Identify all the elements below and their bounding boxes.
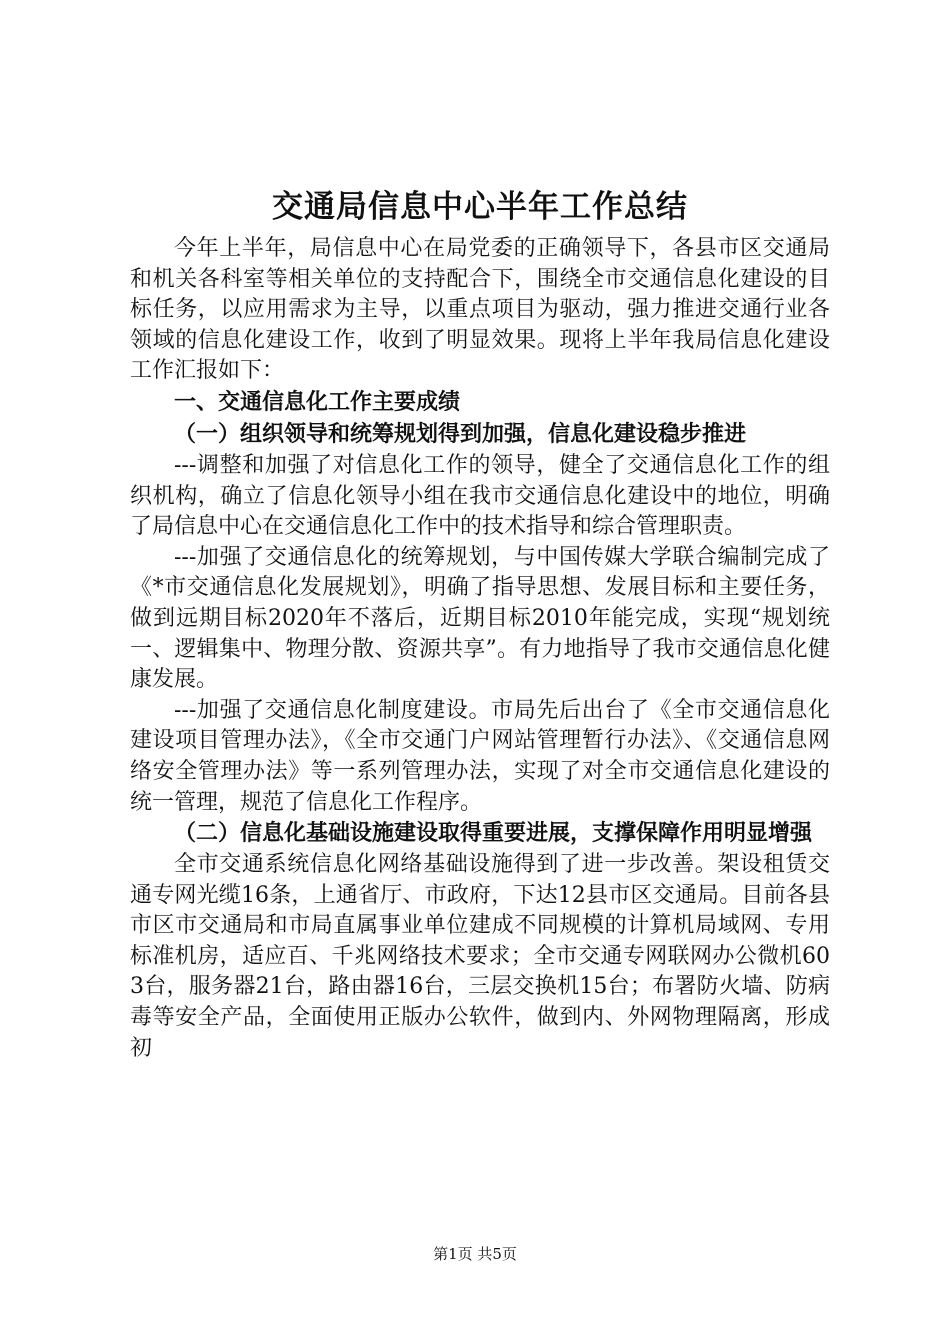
- body-paragraph: ---调整和加强了对信息化工作的领导，健全了交通信息化工作的组织机构，确立了信息化领导小组在我市交通信息化建设中的地位，明确了局信息中心在交通信息化工作中的技术指导和综合管理职责。: [130, 452, 830, 540]
- body-paragraph: ---加强了交通信息化制度建设。市局先后出台了《全市交通信息化建设项目管理办法》，《全市交通门户网站管理暂行办法》、《交通信息网络安全管理办法》等一系列管理办法，实现了对全市交通信息化建设的统一管理，规范了信息化工作程序。: [130, 697, 830, 815]
- intro-paragraph: 今年上半年，局信息中心在局党委的正确领导下，各县市区交通局和机关各科室等相关单位的支持配合下，围绕全市交通信息化建设的目标任务，以应用需求为主导，以重点项目为驱动，强力推进交通行业各领域的信息化建设工作，收到了明显效果。现将上半年我局信息化建设工作汇报如下：: [130, 236, 830, 384]
- document-title: 交通局信息中心半年工作总结: [272, 189, 688, 225]
- subsection-heading-1: （一）组织领导和统筹规划得到加强，信息化建设稳步推进: [174, 421, 747, 447]
- document-body: [130, 234, 830, 1064]
- page-footer: 第1页 共5页: [433, 1245, 517, 1263]
- subsection-heading-2: （二）信息化基础设施建设取得重要进展，支撑保障作用明显增强: [174, 821, 813, 847]
- body-paragraph: 全市交通系统信息化网络基础设施得到了进一步改善。架设租赁交通专网光缆16条，上通省厅、市政府，下达12县市区交通局。目前各县市区市交通局和市局直属事业单位建成不同规模的计算机局域网、专用标准机房，适应百、千兆网络技术要求；全市交通专网联网办公微机603台，服务器21台，路由器16台，三层交换机15台；布署防火墙、防病毒等安全产品，全面使用正版办公软件，做到内、外网物理隔离，形成初: [130, 852, 830, 1061]
- section-heading-1: 一、交通信息化工作主要成绩: [174, 389, 461, 415]
- body-paragraph: ---加强了交通信息化的统筹规划，与中国传媒大学联合编制完成了《*市交通信息化发展规划》，明确了指导思想、发展目标和主要任务，做到远期目标2020年不落后，近期目标2010年能完成，实现“规划统一、逻辑集中、物理分散、资源共享”。有力地指导了我市交通信息化健康发展。: [130, 544, 830, 693]
